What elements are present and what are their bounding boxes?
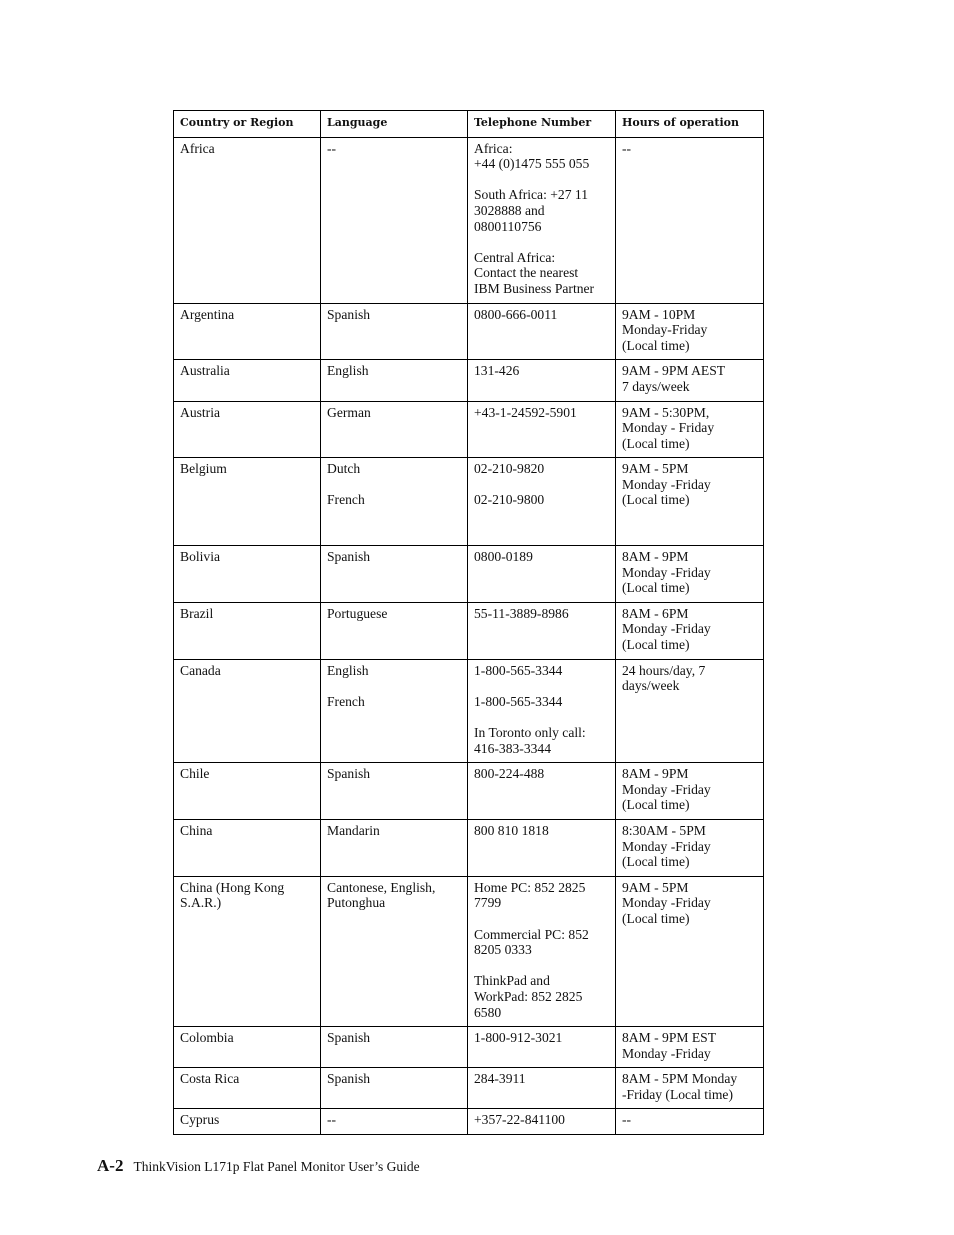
cell-hours [616, 763, 764, 820]
country-text: Chile [180, 766, 210, 782]
cell-country [174, 819, 321, 876]
language-text: English [327, 363, 369, 379]
cell-phone [468, 458, 616, 546]
cell-phone [468, 401, 616, 458]
table-row [174, 546, 764, 603]
country-text: Bolivia [180, 549, 221, 565]
hours-text: 9AM - 5:30PM, Monday - Friday (Local time) [622, 404, 715, 451]
table-row [174, 602, 764, 659]
phone-text: Commercial PC: 852 8205 0333 [474, 926, 589, 958]
support-contacts-table [173, 110, 764, 1135]
phone-text: Home PC: 852 2825 7799 [474, 879, 586, 911]
cell-hours [616, 360, 764, 401]
table-header-row [174, 111, 764, 138]
country-text: Austria [180, 404, 221, 420]
cell-language [321, 401, 468, 458]
language-text: Spanish [327, 549, 371, 565]
cell-hours [616, 1027, 764, 1068]
phone-text: 1-800-912-3021 [474, 1030, 563, 1046]
phone-text: +357-22-841100 [474, 1112, 565, 1128]
cell-hours [616, 137, 764, 303]
language-text: Spanish [327, 306, 371, 322]
table-row [174, 401, 764, 458]
cell-language [321, 546, 468, 603]
language-text: French [327, 693, 365, 709]
table-row [174, 137, 764, 303]
table-row [174, 303, 764, 360]
language-text: Dutch [327, 461, 361, 477]
hours-text: 8AM - 9PM EST Monday -Friday [622, 1030, 717, 1061]
language-text: Spanish [327, 766, 371, 782]
cell-hours [616, 876, 764, 1026]
hours-text: 24 hours/day, 7 days/week [622, 662, 706, 694]
language-text: Spanish [327, 1071, 371, 1087]
language-text: French [327, 492, 365, 508]
cell-phone [468, 1068, 616, 1109]
cell-language [321, 458, 468, 546]
country-text: Canada [180, 662, 221, 678]
phone-text: 02-210-9820 [474, 461, 545, 477]
hours-text: 9AM - 5PM Monday -Friday (Local time) [622, 879, 711, 926]
cell-country [174, 763, 321, 820]
cell-hours [616, 659, 764, 763]
cell-hours [616, 602, 764, 659]
cell-language [321, 876, 468, 1026]
cell-hours [616, 458, 764, 546]
phone-text: In Toronto only call: 416-383-3344 [474, 725, 586, 756]
phone-text: Africa: +44 (0)1475 555 055 [474, 140, 590, 172]
hours-text: 9AM - 9PM AEST 7 days/week [622, 363, 726, 394]
language-text: -- [327, 140, 337, 156]
cell-country [174, 1068, 321, 1109]
cell-phone [468, 360, 616, 401]
table-row [174, 763, 764, 820]
hours-text: -- [622, 140, 632, 156]
table-body [174, 137, 764, 1134]
cell-phone [468, 137, 616, 303]
cell-phone [468, 303, 616, 360]
cell-language [321, 763, 468, 820]
phone-text: 800-224-488 [474, 766, 545, 782]
cell-country [174, 876, 321, 1026]
phone-text: Central Africa: Contact the nearest IBM Business Partner [474, 249, 595, 296]
cell-language [321, 303, 468, 360]
language-text: Spanish [327, 1030, 371, 1046]
cell-language [321, 1027, 468, 1068]
cell-country [174, 602, 321, 659]
cell-country [174, 458, 321, 546]
language-text: -- [327, 1112, 337, 1128]
country-text: Africa [180, 140, 215, 156]
table-row [174, 1068, 764, 1109]
cell-phone [468, 876, 616, 1026]
hours-text: 8AM - 5PM Monday -Friday (Local time) [622, 1071, 738, 1102]
country-text: Costa Rica [180, 1071, 240, 1087]
cell-country [174, 1109, 321, 1135]
cell-language [321, 602, 468, 659]
cell-language [321, 659, 468, 763]
table-row [174, 360, 764, 401]
phone-text: +43-1-24592-5901 [474, 404, 577, 420]
hours-text: -- [622, 1112, 632, 1128]
cell-country [174, 401, 321, 458]
country-text: China (Hong Kong S.A.R.) [180, 879, 285, 911]
header-telephone: Telephone Number [468, 111, 616, 138]
cell-hours [616, 303, 764, 360]
phone-text: 0800-0189 [474, 549, 533, 565]
cell-hours [616, 1109, 764, 1135]
hours-text: 8:30AM - 5PM Monday -Friday (Local time) [622, 822, 711, 870]
page-number: A-2 [97, 1156, 124, 1175]
phone-text: 131-426 [474, 363, 520, 379]
page-footer [97, 1156, 420, 1176]
cell-language [321, 819, 468, 876]
table-row [174, 876, 764, 1026]
country-text: Colombia [180, 1030, 234, 1046]
phone-text: 800 810 1818 [474, 822, 549, 838]
cell-country [174, 659, 321, 763]
language-text: Cantonese, English, Putonghua [327, 879, 436, 911]
language-text: English [327, 662, 369, 678]
cell-language [321, 137, 468, 303]
table-row [174, 659, 764, 763]
cell-hours [616, 819, 764, 876]
language-text: German [327, 404, 371, 420]
table-row [174, 819, 764, 876]
hours-text: 8AM - 9PM Monday -Friday (Local time) [622, 549, 711, 596]
phone-text: 55-11-3889-8986 [474, 605, 569, 621]
hours-text: 9AM - 5PM Monday -Friday (Local time) [622, 461, 711, 508]
cell-phone [468, 819, 616, 876]
language-text: Mandarin [327, 822, 380, 838]
hours-text: 9AM - 10PM Monday-Friday (Local time) [622, 306, 708, 353]
cell-country [174, 546, 321, 603]
cell-phone [468, 1109, 616, 1135]
table-row [174, 1109, 764, 1135]
table-row [174, 1027, 764, 1068]
header-language: Language [321, 111, 468, 138]
cell-phone [468, 602, 616, 659]
phone-text: 02-210-9800 [474, 492, 545, 508]
cell-phone [468, 546, 616, 603]
hours-text: 8AM - 6PM Monday -Friday (Local time) [622, 605, 711, 653]
phone-text: 1-800-565-3344 [474, 693, 563, 709]
cell-hours [616, 401, 764, 458]
header-hours: Hours of operation [616, 111, 764, 138]
cell-phone [468, 1027, 616, 1068]
phone-text: South Africa: +27 11 3028888 and 0800110756 [474, 187, 589, 234]
phone-text: 0800-666-0011 [474, 306, 558, 322]
cell-country [174, 303, 321, 360]
country-text: Cyprus [180, 1112, 220, 1128]
cell-hours [616, 1068, 764, 1109]
guide-title: ThinkVision L171p Flat Panel Monitor User’s Guide [133, 1159, 420, 1174]
table-row [174, 458, 764, 546]
phone-text: ThinkPad and WorkPad: 852 2825 6580 [474, 973, 583, 1020]
cell-phone [468, 659, 616, 763]
cell-language [321, 1109, 468, 1135]
country-text: Argentina [180, 306, 235, 322]
phone-text: 284-3911 [474, 1071, 526, 1087]
phone-text: 1-800-565-3344 [474, 662, 563, 678]
country-text: Brazil [180, 605, 214, 621]
cell-country [174, 1027, 321, 1068]
country-text: China [180, 822, 213, 838]
cell-hours [616, 546, 764, 603]
hours-text: 8AM - 9PM Monday -Friday (Local time) [622, 766, 711, 813]
cell-language [321, 1068, 468, 1109]
country-text: Belgium [180, 461, 227, 477]
country-text: Australia [180, 363, 230, 379]
cell-country [174, 137, 321, 303]
language-text: Portuguese [327, 605, 388, 621]
cell-language [321, 360, 468, 401]
cell-country [174, 360, 321, 401]
header-country: Country or Region [174, 111, 321, 138]
cell-phone [468, 763, 616, 820]
